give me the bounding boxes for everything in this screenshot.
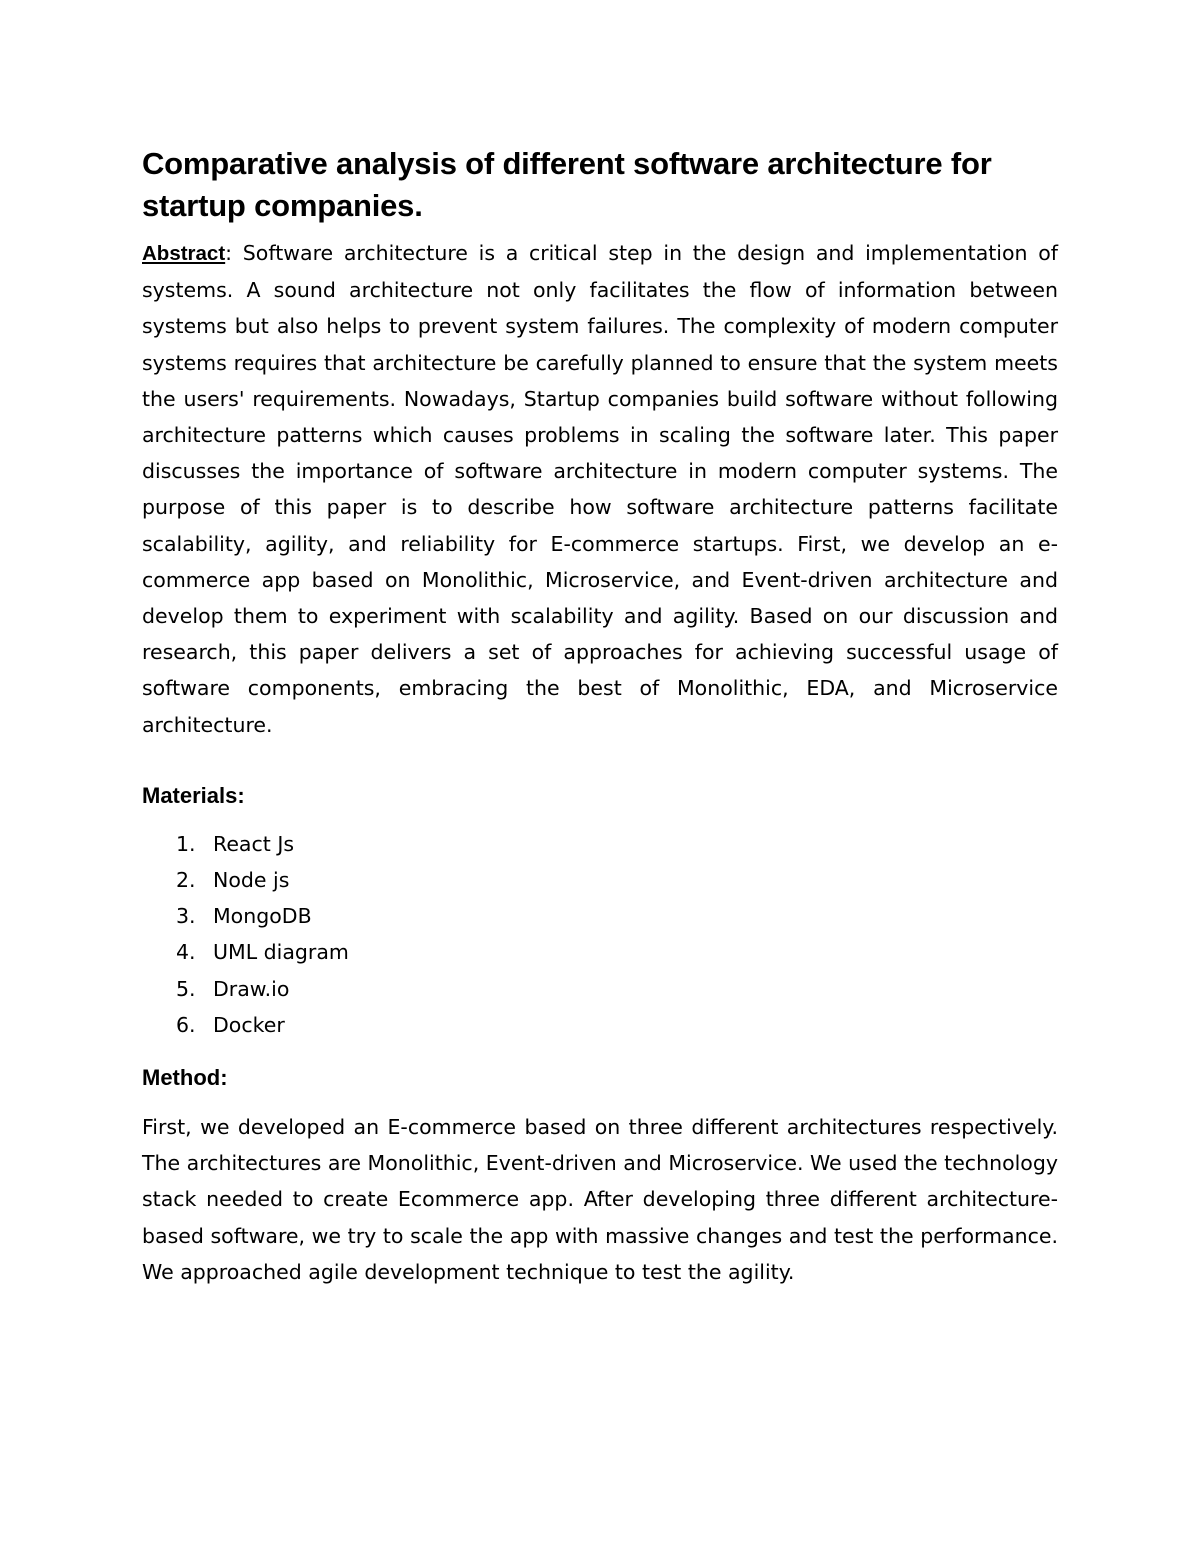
list-item-label: React Js <box>213 831 295 856</box>
abstract-paragraph <box>142 235 1058 743</box>
list-item <box>176 826 1058 862</box>
list-item <box>176 1007 1058 1043</box>
list-item-label: MongoDB <box>213 904 312 929</box>
list-item-number: 4. <box>176 940 196 965</box>
list-item <box>176 862 1058 898</box>
method-paragraph: First, we developed an E-commerce based on three different architectures respectively. The architectures are Monolithic, Event-driven and Microservice. We used the technology stack needed to create Ecommerce app. After developing three different architecture-based software, we try to scale the app with massive changes and test the performance. We approached agile development technique to test the agility. <box>142 1115 1058 1284</box>
list-item-number: 1. <box>176 831 196 856</box>
method-heading: Method: <box>142 1065 228 1091</box>
document-content <box>142 143 1058 1290</box>
list-item <box>176 898 1058 934</box>
list-item <box>176 971 1058 1007</box>
abstract-separator: : <box>225 241 233 265</box>
list-item-label: Draw.io <box>213 976 290 1001</box>
list-item-number: 2. <box>176 868 196 893</box>
list-item-label: Node js <box>213 868 290 893</box>
list-item-label: UML diagram <box>213 940 349 965</box>
document-title: Comparative analysis of different software architecture for startup companies. <box>142 146 992 223</box>
list-item-number: 3. <box>176 904 196 929</box>
materials-list <box>142 826 1058 1043</box>
list-item-number: 6. <box>176 1012 196 1037</box>
list-item <box>176 934 1058 970</box>
list-item-number: 5. <box>176 976 196 1001</box>
materials-heading: Materials: <box>142 782 245 808</box>
abstract-text: Software architecture is a critical step in the design and implementation of systems. A sound architecture not only facilitates the flow of information between systems but also helps to prevent system failures. The complexity of modern computer systems requires that architecture be carefully planned to ensure that the system meets the users' requirements. Nowadays, Startup companies build software without following architecture patterns which causes problems in scaling the software later. This paper discusses the importance of software architecture in modern computer systems. The purpose of this paper is to describe how software architecture patterns facilitate scalability, agility, and reliability for E-commerce startups. First, we develop an e-commerce app based on Monolithic, Microservice, and Event-driven architecture and develop them to experiment with scalability and agility. Based on our discussion and research, this paper delivers a set of approaches for achieving successful usage of software components, embracing the best of Monolithic, EDA, and Microservice architecture. <box>142 241 1058 737</box>
list-item-label: Docker <box>213 1012 285 1037</box>
abstract-label: Abstract <box>142 242 226 265</box>
